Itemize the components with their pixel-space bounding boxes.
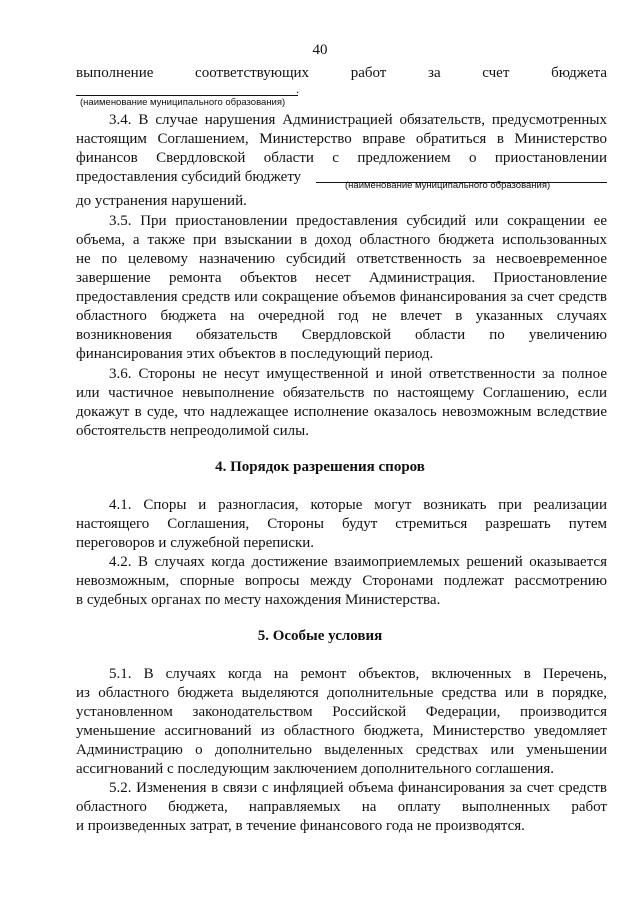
section-4-heading: 4. Порядок разрешения споров [215,459,425,475]
p35-line-7: возникновения обязательств Свердловской области по увеличению [76,327,607,343]
p36-line-2: или частичное невыполнение обязательств по настоящему Соглашению, если [76,385,607,401]
p36-line-3: докажут в суде, что надлежащее исполнение оказалось невозможным вследствие [76,404,607,420]
p35-line-8: финансирования этих объектов в последующий период. [76,346,434,362]
p51-line-2: из областного бюджета выделяются дополнительные средства или в порядке, [76,685,607,701]
p35-line-5: предоставления средств или сокращение объемов финансирования за счет средств [76,289,607,305]
p51-line-6: ассигнований с последующим заключением дополнительного соглашения. [76,761,554,777]
p52-line-1: 5.2. Изменения в связи с инфляцией объема финансирования за счет средств [109,780,607,796]
p36-line-4: обстоятельств непреодолимой силы. [76,423,309,439]
p51-line-3: установленном законодательством Российской Федерации, производится [76,704,607,720]
p34-caption: (наименование муниципального образования) [345,180,551,191]
p52-line-2: областного бюджета, направляемых на оплату выполненных работ [76,799,607,815]
top-caption: (наименование муниципального образования) [80,97,286,108]
p51-line-5: Администрацию о дополнительно выделенных средствах или уменьшении [76,742,607,758]
p34-line-4: предоставления субсидий бюджету [76,169,302,185]
top-dot: . [296,82,300,96]
p52-line-3: и произведенных затрат, в течение финансового года не производятся. [76,818,525,834]
p34-line-3: финансов Свердловской области с предложением о приостановлении [76,150,607,166]
p34-line-1: 3.4. В случае нарушения Администрацией обязательств, предусмотренных [109,112,607,128]
top-underline [76,95,298,96]
p42-line-1: 4.2. В случаях когда достижение взаимоприемлемых решений оказывается [109,554,607,570]
p35-line-6: областного бюджета на очередной год не влечет в указанных случаях [76,308,607,324]
page-number: 40 [312,42,328,58]
p35-line-2: объема, а также при взыскании в доход областного бюджета использованных [76,232,607,248]
p35-line-1: 3.5. При приостановлении предоставления субсидий или сокращении ее [109,213,607,229]
p51-line-1: 5.1. В случаях когда на ремонт объектов, включенных в Перечень, [109,666,607,682]
top-line: выполнение соответствующих работ за счет бюджета [76,65,607,81]
p41-line-3: переговоров и служебной переписки. [76,535,315,551]
section-5-heading: 5. Особые условия [257,628,383,644]
p51-line-4: уменьшение ассигнований из областного бюджета, Министерство уведомляет [76,723,607,739]
p34-line-2: настоящим Соглашением, Министерство вправе обратиться в Министерство [76,131,607,147]
p34-end: до устранения нарушений. [76,193,247,209]
p35-line-4: завершение ремонта объектов несет Администрация. Приостановление [76,270,607,286]
p42-line-3: в судебных органах по месту нахождения Министерства. [76,592,441,608]
p35-line-3: не по целевому назначению субсидий ответственность за несвоевременное [76,251,607,267]
p41-line-1: 4.1. Споры и разногласия, которые могут возникать при реализации [109,497,607,513]
p41-line-2: настоящего Соглашения, Стороны будут стремиться разрешать путем [76,516,607,532]
p36-line-1: 3.6. Стороны не несут имущественной и иной ответственности за полное [109,366,607,382]
p42-line-2: невозможным, спорные вопросы между Сторонами подлежат рассмотрению [76,573,607,589]
